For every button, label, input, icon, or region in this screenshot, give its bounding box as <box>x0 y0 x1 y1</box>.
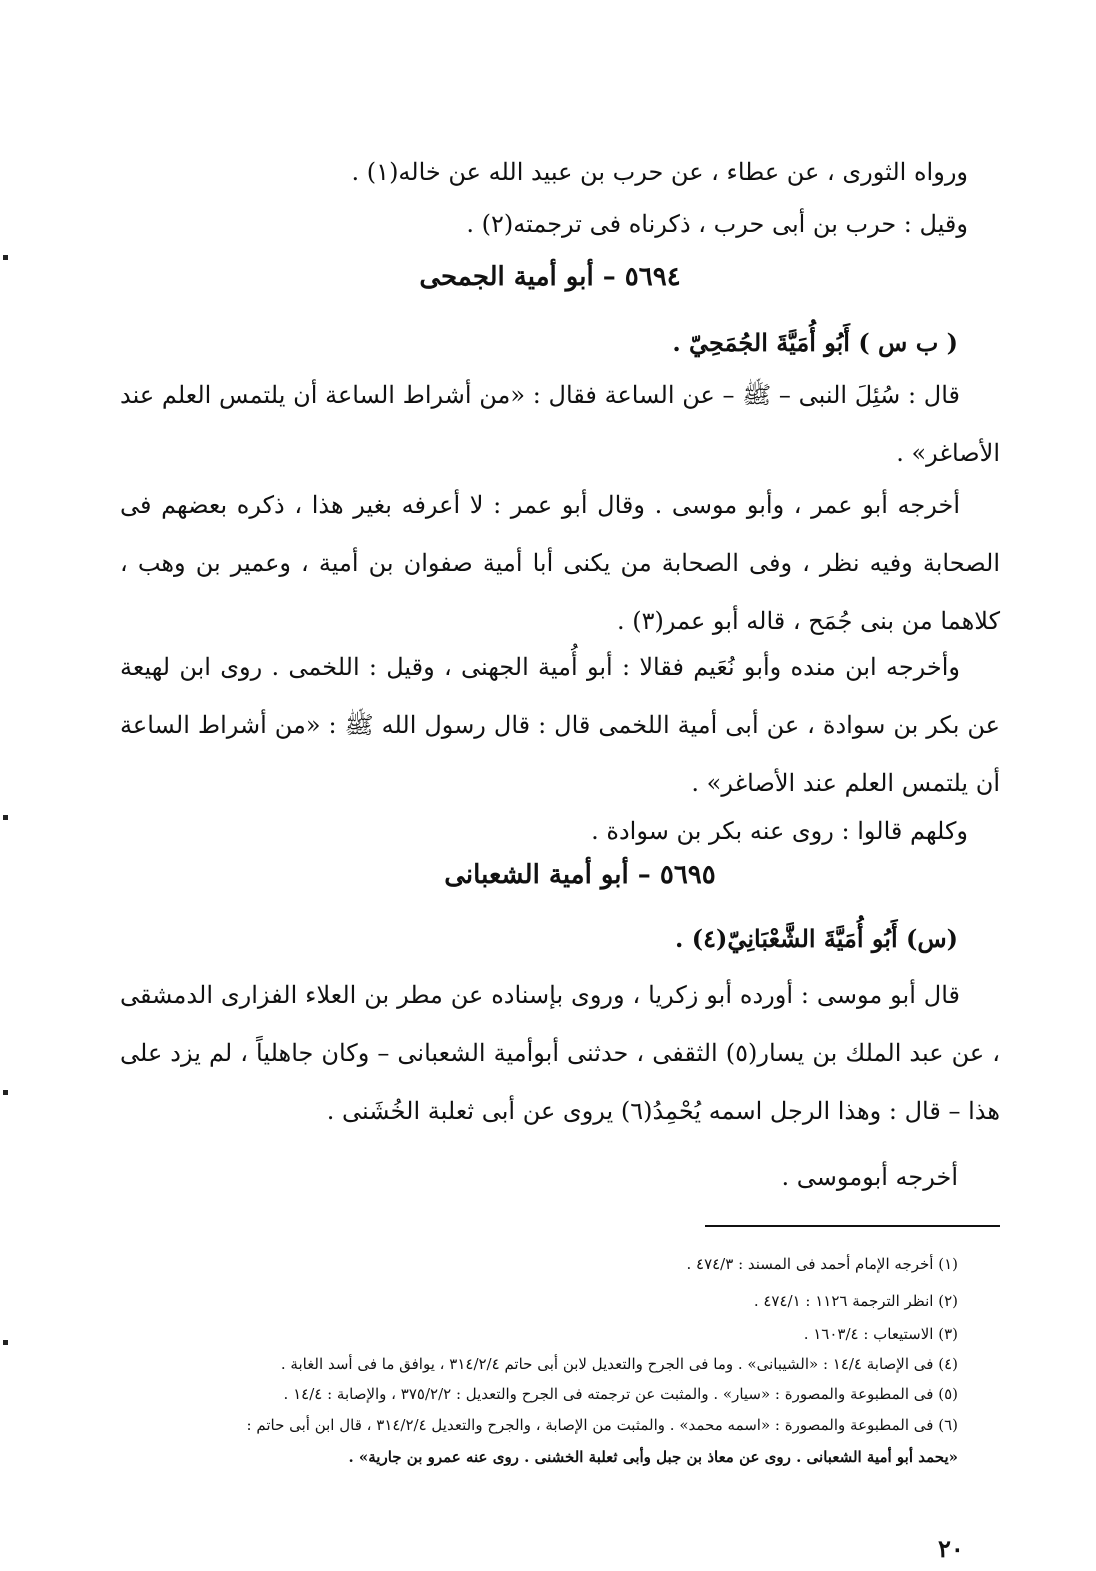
scan-mark <box>3 1090 8 1095</box>
entry-paragraph: أخرجه أبوموسى . <box>781 1163 958 1191</box>
footnote: «يحمد أبو أمية الشعبانى . روى عن معاذ بن جبل وأبى ثعلبة الخشنى . روى عنه عمرو بن جارية» . <box>348 1448 958 1466</box>
footnote: (٥) فى المطبوعة والمصورة : «سيار» . والمثبت عن ترجمته فى الجرح والتعديل : ٣٧٥/٢/٢ ، والإصابة : ١٤/٤ . <box>283 1385 958 1403</box>
scan-mark <box>3 255 8 260</box>
entry-paragraph: أخرجه أبو عمر ، وأبو موسى . وقال أبو عمر : لا أعرفه بغير هذا ، ذكره بعضهم فى الصحابة وفيه نظر ، وفى الصحابة من يكنى أبا أمية صفوان بن أمية ، وعمير بن وهب ، كلاهما من بنى جُمَح ، قاله أبو عمر(٣) . <box>120 491 1000 635</box>
entry-heading: ٥٦٩٤ – أبو أمية الجمحى <box>419 262 681 292</box>
footnote-separator <box>705 1225 1000 1227</box>
scan-mark <box>3 1340 8 1345</box>
entry-heading: ٥٦٩٥ – أبو أمية الشعبانى <box>444 860 716 890</box>
entry-label: ( ب س ) أَبُو أُمَيَّةَ الجُمَحِيّ . <box>672 328 958 357</box>
entry-paragraph: وكلهم قالوا : روى عنه بكر بن سوادة . <box>591 817 968 845</box>
page-number: ٢٠ <box>938 1534 964 1563</box>
scan-mark <box>3 815 8 820</box>
entry-paragraph: قال : سُئِلَ النبى – ﷺ – عن الساعة فقال : «من أشراط الساعة أن يلتمس العلم عند الأصاغر» . <box>120 381 1000 467</box>
entry-paragraph: وأخرجه ابن منده وأبو نُعَيم فقالا : أبو أُمية الجهنى ، وقيل : اللخمى . روى ابن لهيعة عن بكر بن سوادة ، عن أبى أمية اللخمى قال : قال رسول الله ﷺ : «من أشراط الساعة أن يلتمس العلم عند الأصاغر» . <box>120 653 1001 797</box>
entry-label: (س) أَبُو أُمَيَّةَ الشَّعْبَانِيّ(٤) . <box>675 924 958 953</box>
footnote: (٦) فى المطبوعة والمصورة : «اسمه محمد» . والمثبت من الإصابة ، والجرح والتعديل ٣١٤/٢/٤ ، قال ابن أبى حاتم : <box>246 1416 958 1434</box>
text-line: وقيل : حرب بن أبى حرب ، ذكرناه فى ترجمته(٢) . <box>466 210 968 238</box>
footnote: (٤) فى الإصابة ١٤/٤ : «الشيبانى» . وما فى الجرح والتعديل لابن أبى حاتم ٣١٤/٢/٤ ، يوافق ما فى أسد الغابة . <box>280 1355 958 1373</box>
footnote: (٢) انظر الترجمة ١١٢٦ : ٤٧٤/١ . <box>753 1292 958 1310</box>
footnote: (٣) الاستيعاب : ١٦٠٣/٤ . <box>803 1325 958 1343</box>
footnote: (١) أخرجه الإمام أحمد فى المسند : ٤٧٤/٣ . <box>686 1255 958 1273</box>
text-line: ورواه الثورى ، عن عطاء ، عن حرب بن عبيد الله عن خاله(١) . <box>351 158 968 186</box>
entry-paragraph: قال أبو موسى : أورده أبو زكريا ، وروى بإسناده عن مطر بن العلاء الفزارى الدمشقى ، عن عبد الملك بن يسار(٥) الثقفى ، حدثنى أبوأمية الشعبانى – وكان جاهلياً ، لم يزد على هذا – قال : وهذا الرجل اسمه يُحْمِدُ(٦) يروى عن أبى ثعلبة الخُشَنى . <box>120 981 1000 1125</box>
